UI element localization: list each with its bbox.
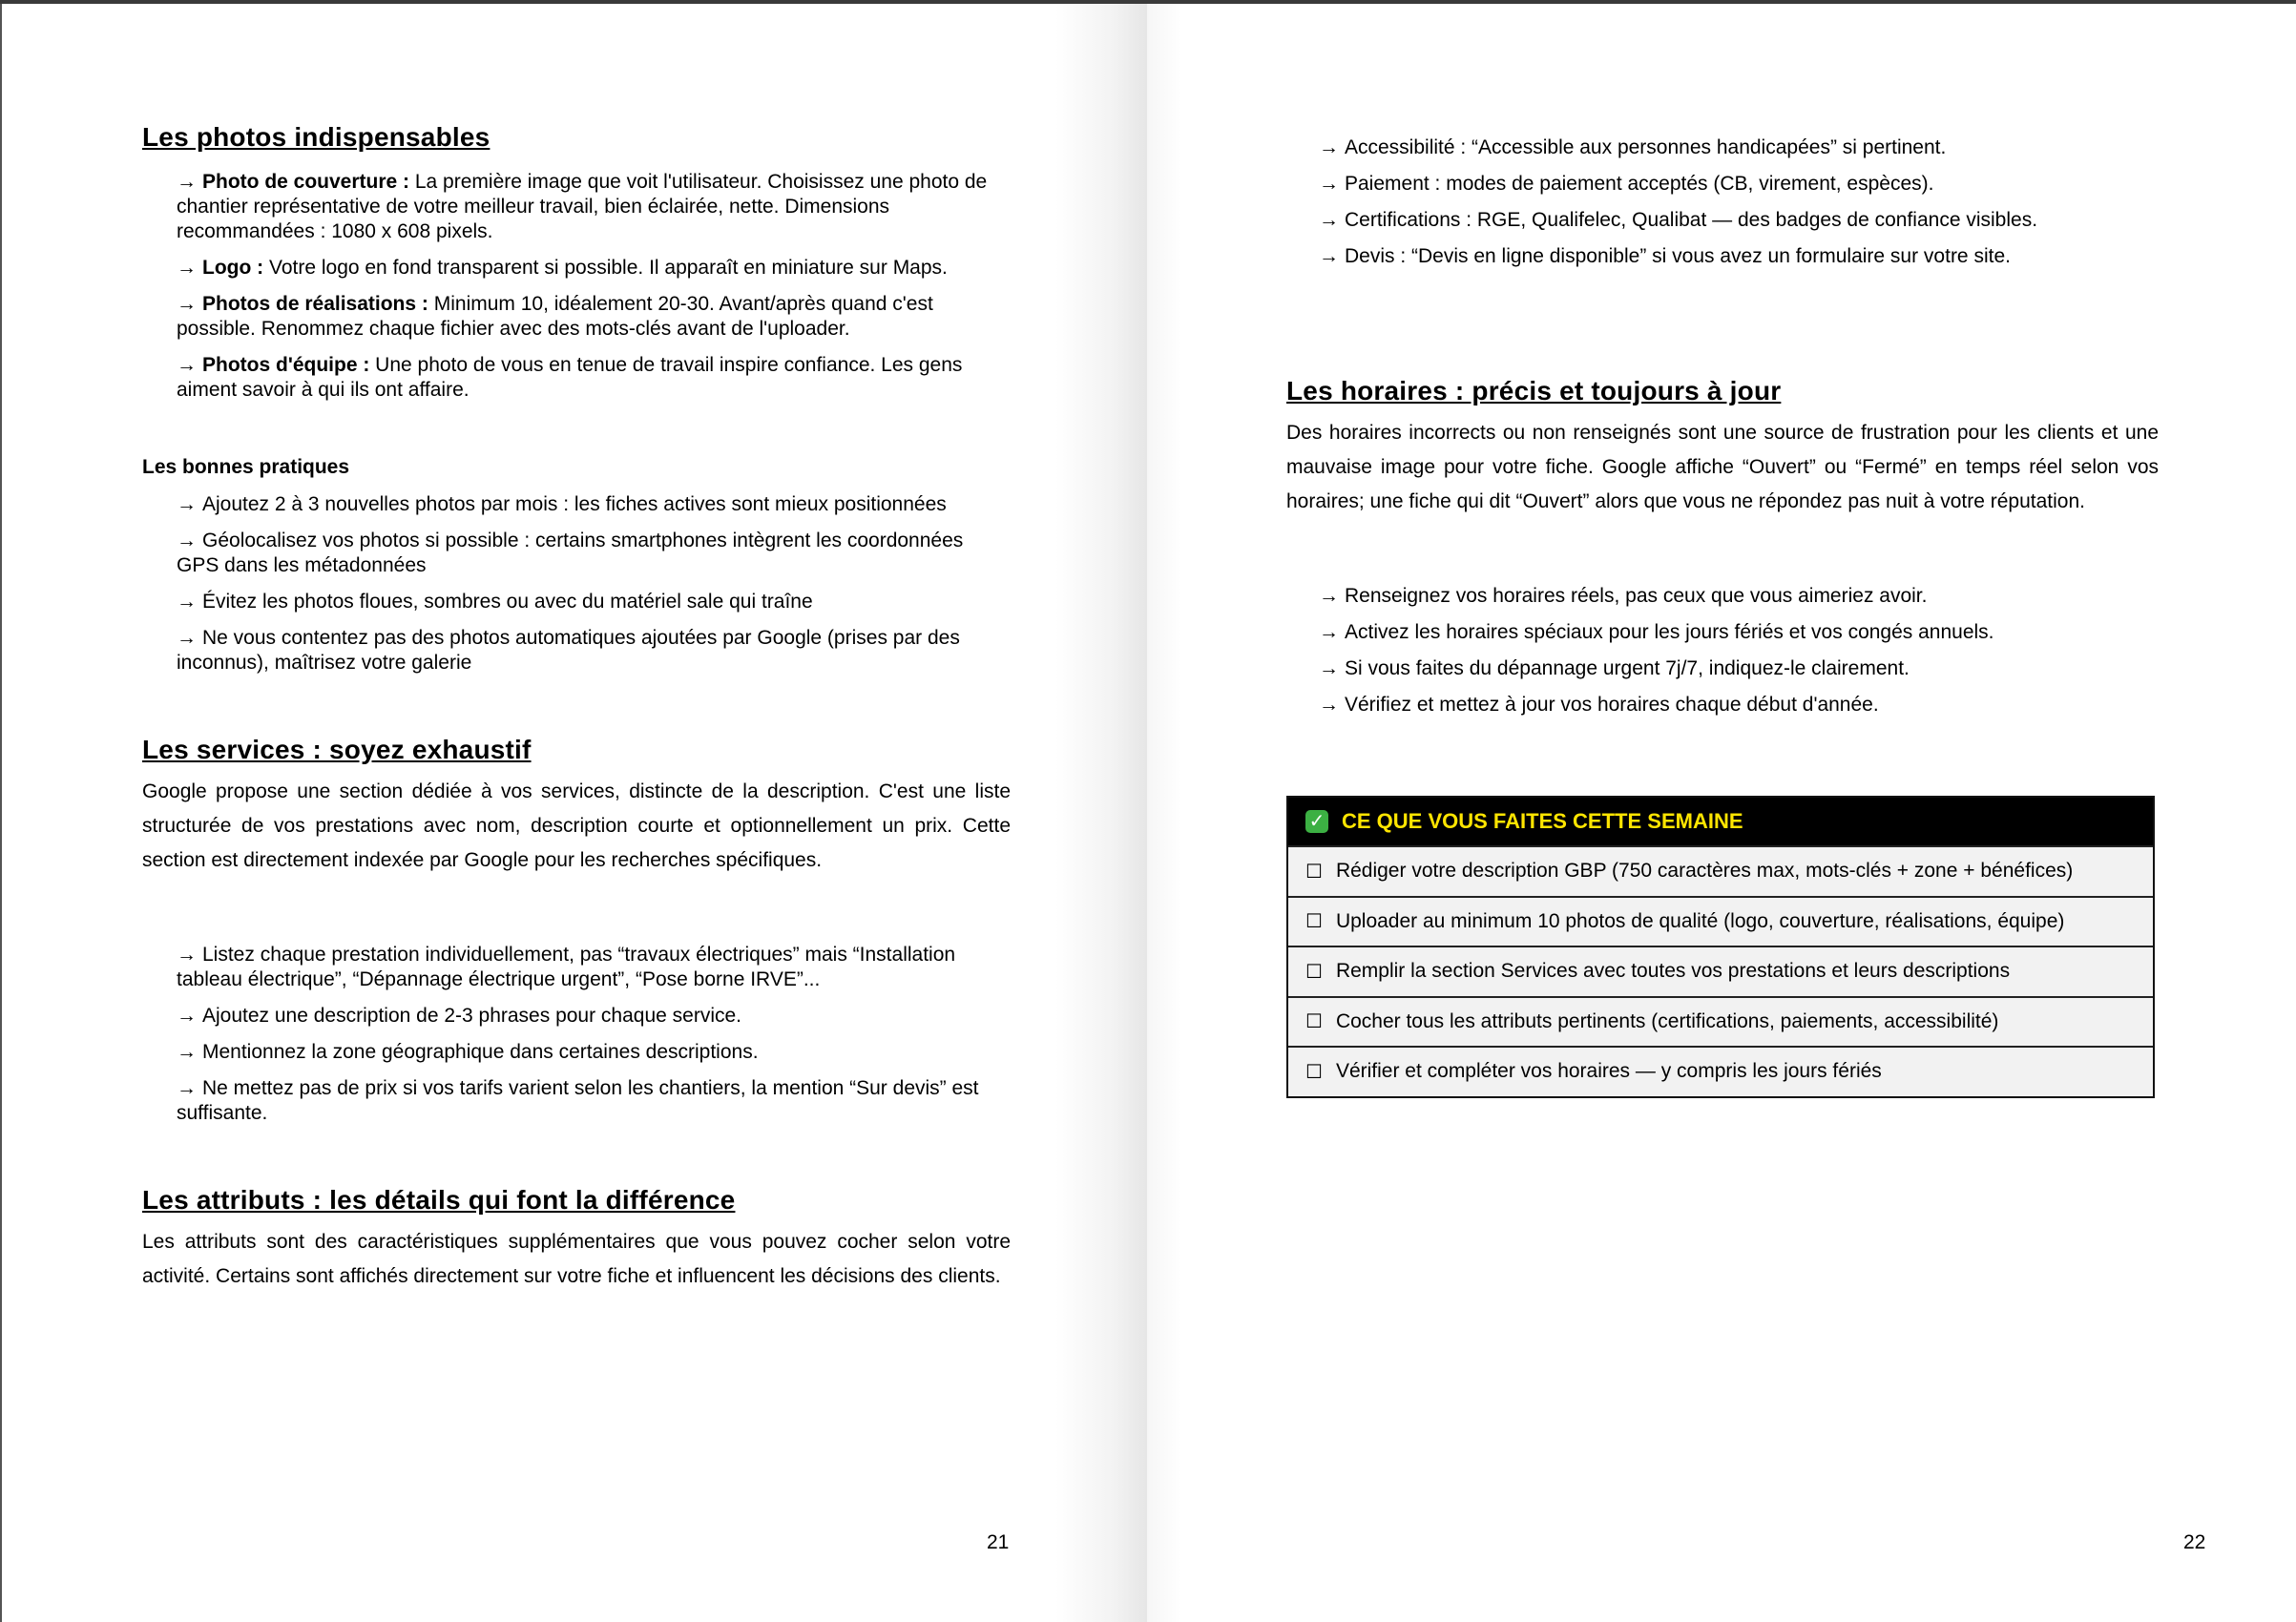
list-item	[177, 590, 1011, 614]
arrow-icon: →	[177, 591, 197, 613]
arrow-icon: →	[177, 293, 197, 315]
arrow-icon: →	[177, 493, 197, 515]
list-item-text: Accessibilité : “Accessible aux personnes handicapées” si pertinent.	[1345, 136, 1947, 158]
checklist-title: CE QUE VOUS FAITES CETTE SEMAINE	[1342, 809, 1743, 833]
checklist-header	[1288, 798, 2153, 845]
page-21	[0, 4, 1147, 1622]
checklist-item-text: Uploader au minimum 10 photos de qualité (logo, couverture, réalisations, équipe)	[1335, 909, 2065, 932]
checkbox-icon: ☐	[1305, 1061, 1323, 1083]
list-item	[1319, 693, 2159, 717]
list-item	[1319, 620, 2159, 645]
list-item-text: Minimum 10, idéalement 20-30. Avant/après quand c'est possible. Renommez chaque fichier avec des mots-clés avant de l'uploader.	[177, 293, 933, 340]
arrow-icon: →	[177, 171, 197, 193]
services-paragraph: Google propose une section dédiée à vos services, distincte de la description. C'est une liste structurée de vos prestations avec nom, description courte et optionnellement un prix. Cette section est directement indexée par Google pour les recherches spécifiques.	[142, 780, 1011, 871]
attributes-list	[1286, 135, 2159, 269]
checklist-item-text: Remplir la section Services avec toutes vos prestations et leurs descriptions	[1335, 960, 2011, 983]
arrow-icon: →	[1319, 585, 1339, 607]
arrow-icon: →	[177, 1005, 197, 1027]
list-item-text: La première image que voit l'utilisateur. Choisissez une photo de chantier représentative de votre meilleur travail, bien éclairée, nette. Dimensions recommandées : 1080 x 608 pixels.	[177, 171, 988, 242]
checklist-item	[1288, 996, 2153, 1047]
list-item	[177, 943, 1011, 992]
arrow-icon: →	[177, 257, 197, 279]
checkbox-icon: ☐	[1305, 861, 1323, 883]
list-item-text: Mentionnez la zone géographique dans certaines descriptions.	[202, 1041, 759, 1063]
checkbox-icon: ☐	[1305, 911, 1323, 933]
hours-list	[1286, 584, 2159, 717]
list-item-text: Ajoutez 2 à 3 nouvelles photos par mois : les fiches actives sont mieux positionnées	[202, 493, 947, 515]
list-item	[177, 256, 1011, 281]
spacer	[142, 1137, 1011, 1185]
list-item-text: Renseignez vos horaires réels, pas ceux que vous aimeriez avoir.	[1345, 585, 1928, 607]
spacer	[1286, 281, 2159, 376]
spacer	[142, 414, 1011, 456]
spacer	[142, 687, 1011, 735]
list-item-label: Photos de réalisations :	[202, 293, 428, 315]
list-item-text: Géolocalisez vos photos si possible : certains smartphones intègrent les coordonnées GPS dans les métadonnées	[177, 530, 964, 576]
section-title-attributes: Les attributs : les détails qui font la différence	[142, 1185, 736, 1215]
arrow-icon: →	[1319, 173, 1339, 195]
list-item-label: Photo de couverture :	[202, 171, 410, 193]
document-spread	[0, 4, 2296, 1622]
subsection-title-practices: Les bonnes pratiques	[142, 456, 350, 478]
checklist-item-text: Rédiger votre description GBP (750 caractères max, mots-clés + zone + bénéfices)	[1335, 860, 2074, 883]
practices-list	[142, 492, 1011, 676]
page-21-content	[142, 122, 1011, 1294]
hours-paragraph: Des horaires incorrects ou non renseignés sont une source de frustration pour les clients et une mauvaise image pour votre fiche. Google affiche “Ouvert” ou “Fermé” en temps réel selon vos horaires; une fiche qui dit “Ouvert” alors que vous ne répondez pas nuit à votre réputation.	[1286, 422, 2159, 512]
list-item-text: Listez chaque prestation individuellement, pas “travaux électriques” mais “Installation tableau électrique”, “Dépannage électrique urgent”, “Pose borne IRVE”...	[177, 944, 956, 990]
checklist-item-text: Cocher tous les attributs pertinents (certifications, paiements, accessibilité)	[1335, 1009, 1999, 1032]
section-title-hours: Les horaires : précis et toujours à jour	[1286, 376, 1782, 406]
checkbox-icon: ☐	[1305, 961, 1323, 983]
page-number: 22	[2183, 1531, 2206, 1553]
weekly-checklist	[1286, 796, 2155, 1098]
list-item-text: Ne vous contentez pas des photos automatiques ajoutées par Google (prises par des inconnus), maîtrisez votre galerie	[177, 627, 960, 674]
arrow-icon: →	[177, 627, 197, 649]
arrow-icon: →	[177, 1041, 197, 1063]
section-title-services: Les services : soyez exhaustif	[142, 735, 532, 764]
photos-list	[142, 170, 1011, 403]
spacer	[1286, 519, 2159, 584]
list-item	[1319, 244, 2159, 269]
section-title-photos: Les photos indispensables	[142, 122, 491, 152]
list-item-text: Certifications : RGE, Qualifelec, Qualibat — des badges de confiance visibles.	[1345, 209, 2038, 231]
arrow-icon: →	[1319, 209, 1339, 231]
spacer	[142, 878, 1011, 943]
checklist-item-text: Vérifier et compléter vos horaires — y compris les jours fériés	[1335, 1060, 1882, 1083]
spacer	[1286, 729, 2159, 796]
checklist-item	[1288, 896, 2153, 946]
arrow-icon: →	[1319, 136, 1339, 158]
page-number: 21	[987, 1531, 1010, 1553]
list-item	[177, 1004, 1011, 1029]
list-item	[1319, 135, 2159, 160]
list-item-text: Évitez les photos floues, sombres ou avec du matériel sale qui traîne	[202, 591, 813, 613]
list-item-text: Une photo de vous en tenue de travail inspire confiance. Les gens aiment savoir à qui ils ont affaire.	[177, 354, 963, 401]
arrow-icon: →	[177, 944, 197, 966]
list-item-text: Ajoutez une description de 2-3 phrases pour chaque service.	[202, 1005, 742, 1027]
arrow-icon: →	[1319, 694, 1339, 716]
list-item-text: Vérifiez et mettez à jour vos horaires chaque début d'année.	[1345, 694, 1879, 716]
list-item-text: Devis : “Devis en ligne disponible” si vous avez un formulaire sur votre site.	[1345, 245, 2011, 267]
arrow-icon: →	[177, 1077, 197, 1099]
arrow-icon: →	[1319, 621, 1339, 643]
page-22	[1147, 4, 2296, 1622]
page-22-content	[1286, 135, 2159, 1098]
list-item	[177, 626, 1011, 676]
attributes-paragraph: Les attributs sont des caractéristiques supplémentaires que vous pouvez cocher selon votre activité. Certains sont affichés directement sur votre fiche et influencent les décisions des clients.	[142, 1231, 1011, 1287]
list-item	[1319, 584, 2159, 609]
list-item	[1319, 172, 2159, 197]
list-item	[177, 1076, 1011, 1126]
list-item-label: Photos d'équipe :	[202, 354, 370, 376]
list-item	[1319, 208, 2159, 233]
list-item-text: Si vous faites du dépannage urgent 7j/7, indiquez-le clairement.	[1345, 657, 1910, 679]
list-item	[177, 1040, 1011, 1065]
checkbox-icon: ☐	[1305, 1011, 1323, 1033]
list-item	[177, 492, 1011, 517]
checklist-item	[1288, 845, 2153, 896]
arrow-icon: →	[177, 354, 197, 376]
list-item	[1319, 656, 2159, 681]
list-item	[177, 353, 1011, 403]
checklist-item	[1288, 946, 2153, 996]
list-item-text: Ne mettez pas de prix si vos tarifs varient selon les chantiers, la mention “Sur devis” est suffisante.	[177, 1077, 979, 1124]
list-item-text: Paiement : modes de paiement acceptés (CB, virement, espèces).	[1345, 173, 1934, 195]
arrow-icon: →	[1319, 657, 1339, 679]
list-item	[177, 292, 1011, 342]
list-item	[177, 529, 1011, 578]
checkmark-icon: ✓	[1305, 810, 1328, 833]
checklist-item	[1288, 1046, 2153, 1096]
list-item-text: Votre logo en fond transparent si possible. Il apparaît en miniature sur Maps.	[263, 257, 948, 279]
arrow-icon: →	[1319, 245, 1339, 267]
list-item-text: Activez les horaires spéciaux pour les jours fériés et vos congés annuels.	[1345, 621, 1994, 643]
list-item	[177, 170, 1011, 244]
services-list	[142, 943, 1011, 1126]
list-item-label: Logo :	[202, 257, 264, 279]
arrow-icon: →	[177, 530, 197, 551]
